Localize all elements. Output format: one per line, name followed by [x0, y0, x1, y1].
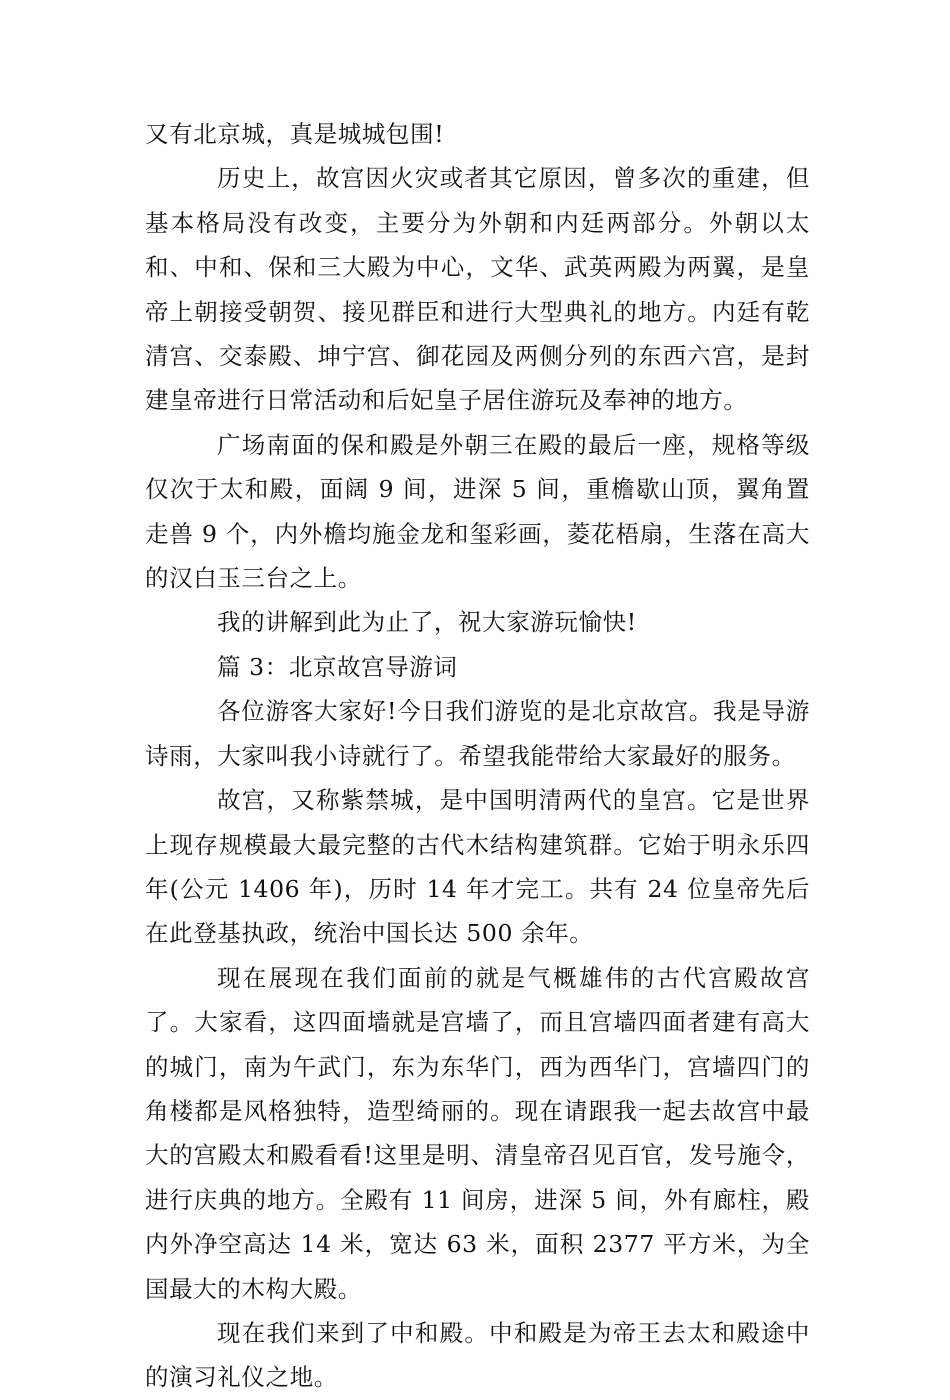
paragraph-forbidden-city: 故宫，又称紫禁城，是中国明清两代的皇宫。它是世界上现存规模最大最完整的古代木结构建筑群。它始于明永乐四年(公元 1406 年)，历时 14 年才完工。共有 24 位皇帝先后在此登基执政，统治中国长达 500 余年。: [145, 786, 810, 948]
section-heading: 篇 3：北京故宫导游词: [217, 652, 458, 681]
body-text: [145, 112, 810, 1400]
paragraph-zhonghe-hall: 现在我们来到了中和殿。中和殿是为帝王去太和殿途中的演习礼仪之地。: [145, 1318, 810, 1392]
paragraph-greeting: 各位游客大家好!今日我们游览的是北京故宫。我是导游诗雨，大家叫我小诗就行了。希望我能带给大家最好的服务。: [145, 697, 810, 770]
paragraph-baohe-hall: 广场南面的保和殿是外朝三在殿的最后一座，规格等级仅次于太和殿，面阔 9 间，进深 5 间，重檐歇山顶，翼角置走兽 9 个，内外檐均施金龙和玺彩画，菱花梧扇，生落在高大的汉白玉三台之上。: [145, 430, 810, 593]
paragraph-taihe-hall: 现在展现在我们面前的就是气概雄伟的古代宫殿故宫了。大家看，这四面墙就是宫墙了，而且宫墙四面者建有高大的城门，南为午武门，东为东华门，西为西华门，宫墙四门的角楼都是风格独特，造型绮丽的。现在请跟我一起去故宫中最大的宫殿太和殿看看!这里是明、清皇帝召见百官，发号施令，进行庆典的地方。全殿有 11 间房，进深 5 间，外有廊柱，殿内外净空高达 14 米，宽达 63 米，面积 2377 平方米，为全国最大的木构大殿。: [145, 963, 810, 1303]
paragraph-history: 历史上，故宫因火灾或者其它原因，曾多次的重建，但基本格局没有改变，主要分为外朝和内廷两部分。外朝以太和、中和、保和三大殿为中心，文华、武英两殿为两翼，是皇帝上朝接受朝贺、接见群臣和进行大型典礼的地方。内廷有乾清宫、交泰殿、坤宁宫、御花园及两侧分列的东西六宫，是封建皇帝进行日常活动和后妃皇子居住游玩及奉神的地方。: [145, 164, 810, 415]
paragraph-closing: 我的讲解到此为止了，祝大家游玩愉快!: [217, 608, 637, 637]
paragraph-continuation: 又有北京城，真是城城包围!: [145, 120, 445, 148]
